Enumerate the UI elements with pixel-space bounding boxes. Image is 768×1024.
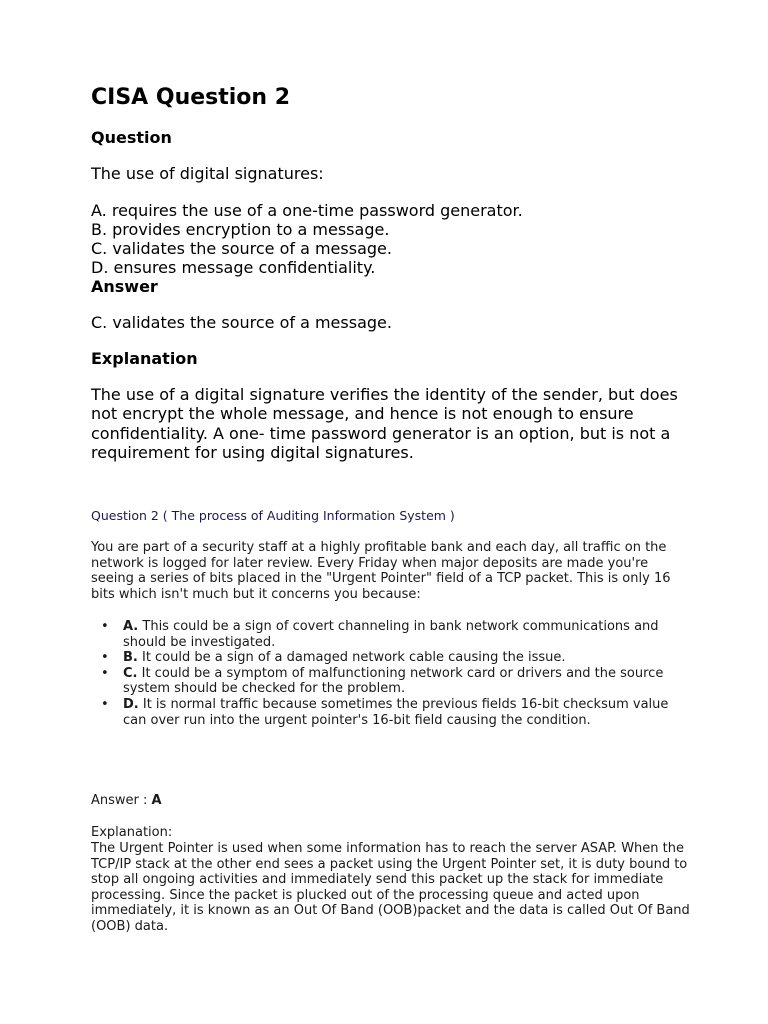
list-item (91, 697, 691, 728)
bullet-icon: • (101, 665, 109, 681)
answer-options (91, 201, 523, 277)
page-title: CISA Question 2 (91, 85, 291, 110)
choice-text: It could be a symptom of malfunctioning network card or drivers and the source system should be checked for the problem. (123, 665, 664, 697)
choice-text: This could be a sign of covert channeling in bank network communications and should be investigated. (123, 619, 659, 650)
choice-letter: A. (123, 619, 139, 634)
bullet-icon: • (101, 696, 109, 712)
option-b: B. provides encryption to a message. (91, 220, 390, 239)
option-a: A. requires the use of a one-time password generator. (91, 201, 523, 220)
choice-text: It could be a sign of a damaged network cable causing the issue. (137, 650, 566, 666)
explanation-text: The use of a digital signature verifies the identity of the sender, but does not encrypt the whole message, and hence is not enough to ensure confidentiality. A one- time password generator is an option, but is not a requirement for using digital signatures. (91, 385, 678, 462)
explanation2-label: Explanation: (91, 825, 173, 840)
answer-heading: Answer (91, 277, 158, 296)
choice-letter: D. (123, 696, 139, 712)
answer-text: C. validates the source of a message. (91, 313, 392, 332)
option-c: C. validates the source of a message. (91, 239, 392, 258)
question-stem: The use of digital signatures: (91, 164, 324, 183)
bullet-icon: • (101, 650, 109, 666)
explanation-heading: Explanation (91, 349, 198, 368)
answer2-line (91, 793, 162, 809)
choice-list (91, 619, 691, 728)
list-item (91, 650, 691, 666)
list-item (91, 619, 691, 650)
section2-heading: Question 2 ( The process of Auditing Information System ) (91, 508, 455, 523)
choice-letter: C. (123, 665, 138, 681)
explanation2-text: The Urgent Pointer is used when some information has to reach the server ASAP. When the TCP/IP stack at the other end sees a packet using the Urgent Pointer set, it is duty bound to stop all ongoing activities and immediately send this packet up the stack for immediate processing. Since the packet is plucked out of the processing queue and acted upon immediately, it is known as an Out Of Band (OOB)packet and the data is called Out Of Band (OOB) data. (91, 841, 690, 934)
option-d: D. ensures message confidentiality. (91, 258, 376, 277)
bullet-icon: • (101, 619, 109, 634)
scenario-text: You are part of a security staff at a highly profitable bank and each day, all traffic on the network is logged for later review. Every Friday when major deposits are made you're seeing a series of bits placed in the "Urgent Pointer" field of a TCP packet. This is only 16 bits which isn't much but it concerns you because: (91, 540, 671, 602)
answer2-label: Answer : (91, 793, 152, 808)
list-item (91, 666, 691, 697)
answer2-value: A (151, 793, 162, 808)
question-heading: Question (91, 128, 172, 147)
choice-letter: B. (123, 650, 138, 666)
choice-text: It is normal traffic because sometimes the previous fields 16-bit checksum value can over run into the urgent pointer's 16-bit field causing the condition. (123, 696, 669, 728)
